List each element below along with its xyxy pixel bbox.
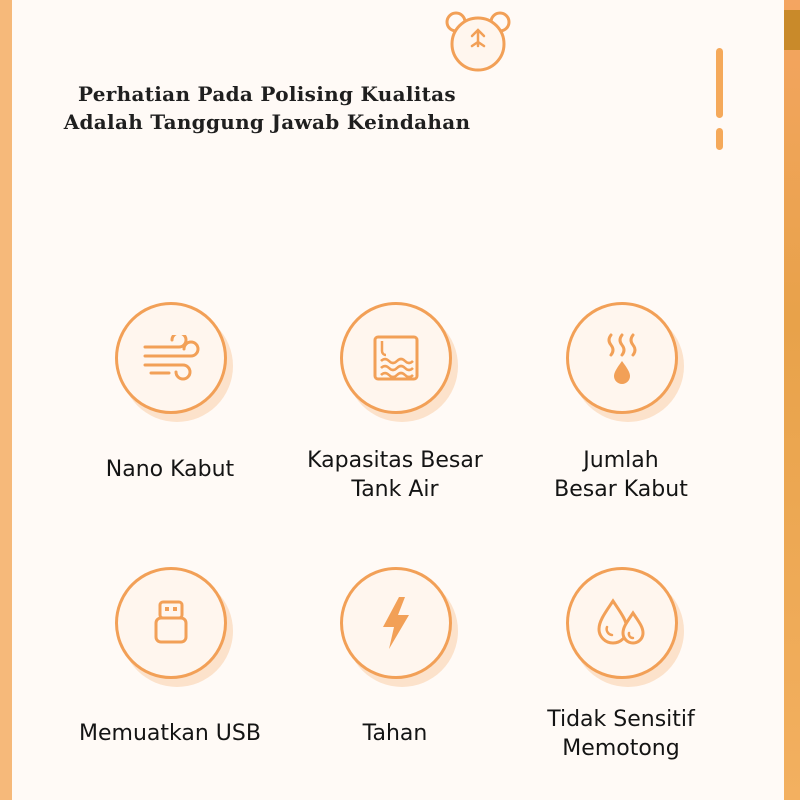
feature-icon-circle-tank (340, 302, 452, 414)
feature-icon-circle-nano-mist (115, 302, 227, 414)
bear-logo-icon (442, 6, 514, 72)
feature-label-insensitive (501, 705, 741, 763)
scroll-indicator-bottom (716, 128, 723, 150)
wind-icon (141, 335, 201, 381)
feature-label-durable (275, 719, 515, 748)
feature-label-nano-mist (50, 455, 290, 484)
lightning-icon (379, 595, 413, 651)
feature-icon-circle-insensitive (566, 567, 678, 679)
feature-icon-circle-durable (340, 567, 452, 679)
steam-drop-icon (602, 331, 642, 385)
feature-label-line: Besar Kabut (554, 477, 688, 502)
feature-icon-circle-usb (115, 567, 227, 679)
feature-label-line: Jumlah (583, 448, 659, 473)
feature-label-line: Memuatkan USB (79, 721, 261, 746)
right-frame-edge (784, 0, 800, 800)
heading-line-2: Adalah Tanggung Jawab Keindahan (63, 110, 471, 134)
scroll-indicator-top (716, 48, 723, 118)
feature-label-line: Memotong (562, 736, 680, 761)
frame-accent (784, 10, 800, 50)
feature-label-line: Tahan (362, 721, 428, 746)
content-card (12, 0, 784, 800)
heading-line-1: Perhatian Pada Polising Kualitas (77, 82, 456, 106)
feature-label-tank (275, 446, 515, 504)
feature-icon-circle-mist-amount (566, 302, 678, 414)
feature-label-line: Tank Air (351, 477, 439, 502)
feature-label-usb (50, 719, 290, 748)
droplets-icon (593, 597, 651, 649)
feature-label-line: Nano Kabut (105, 457, 235, 482)
water-tank-icon (371, 333, 421, 383)
feature-label-line: Tidak Sensitif (547, 707, 695, 732)
usb-icon (151, 598, 191, 648)
feature-label-line: Kapasitas Besar (307, 448, 483, 473)
feature-label-mist-amount (501, 446, 741, 504)
